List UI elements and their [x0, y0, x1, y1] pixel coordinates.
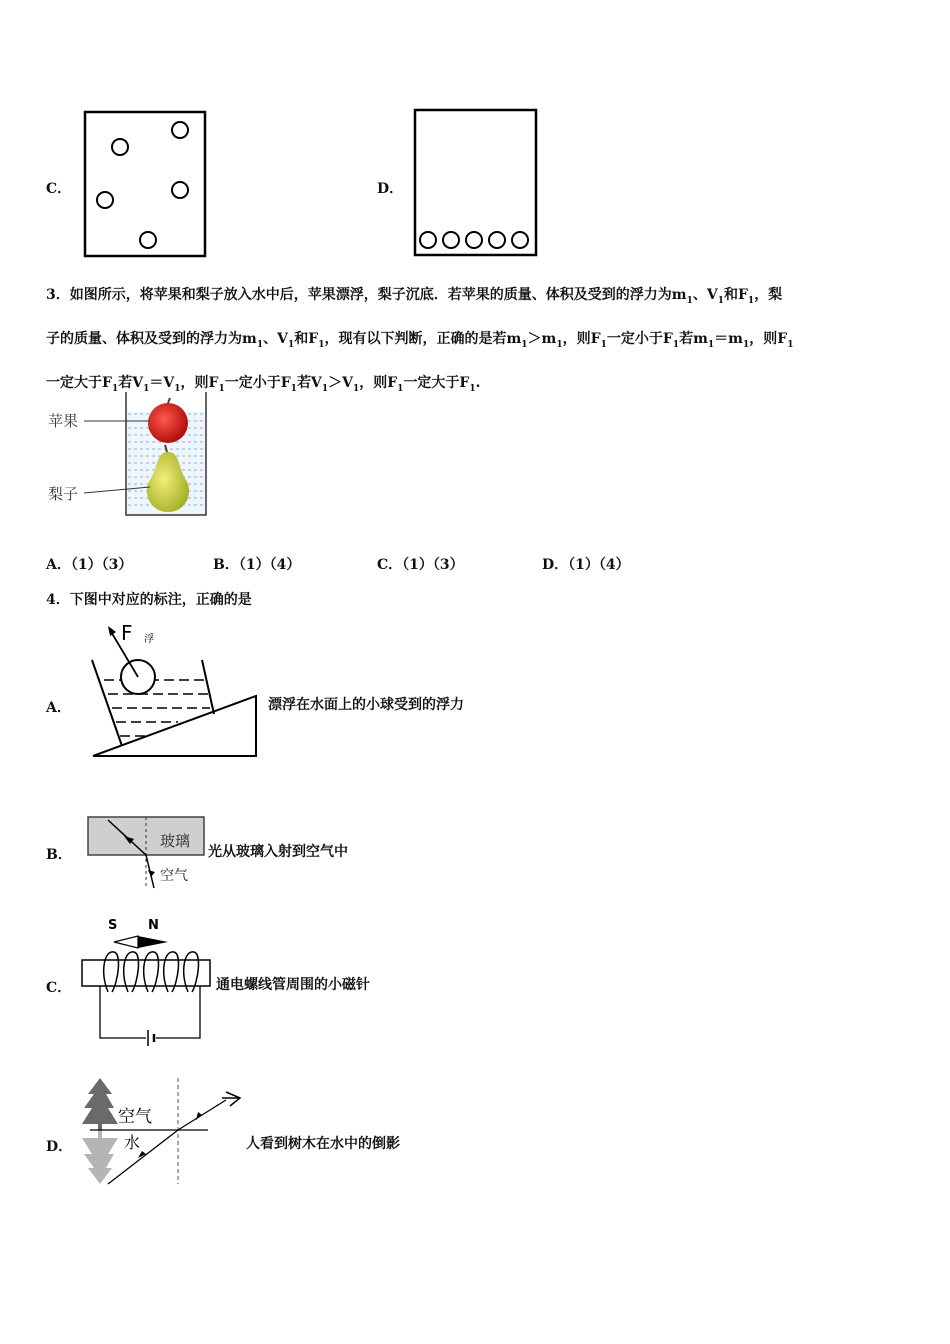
compass-s-label: S — [108, 918, 118, 933]
question-3-text: 3．如图所示，将苹果和梨子放入水中后，苹果漂浮，梨子沉底．若苹果的质量、体积及受到的浮力为$m_1$、$V_1$和$F_1$，梨 子的质量、体积及受到的浮力为$m_1$、$V_1$和$F_1$，现有以下判断，正确的是若$m_1>m_1$，则$F_1$一定小于$F_1$若$m_1=m_1$，则$F_1$ 一定大于$F_1$若$V_1=V_1$，则$F_1$一定小于$F_1$若$V_1>V_1$，则$F_1$一定大于$F_1$. — [46, 287, 794, 394]
apple-pear-figure — [46, 390, 216, 520]
q3-option-b[interactable]: B．（1）（4） — [213, 557, 301, 573]
q4-b-figure — [86, 814, 208, 890]
glass-label: 玻璃 — [160, 832, 191, 850]
q3-option-d[interactable]: D．（1）（4） — [542, 557, 630, 573]
pear-label: 梨子 — [48, 485, 79, 503]
q4-c-figure — [78, 912, 216, 1052]
question-4-stem: 4．下图中对应的标注，正确的是 — [46, 592, 252, 608]
q4-option-c-desc: 通电螺线管周围的小磁针 — [216, 977, 370, 993]
q3-option-a[interactable]: A．（1）（3） — [46, 557, 133, 573]
option-d-label: D． — [377, 181, 404, 197]
air-label-d: 空气 — [118, 1107, 152, 1127]
apple-label: 苹果 — [48, 412, 79, 430]
option-c-figure — [83, 110, 208, 258]
q4-option-b-desc: 光从玻璃入射到空气中 — [208, 844, 348, 860]
q4-option-d-label[interactable]: D． — [46, 1139, 73, 1155]
compass-n-label: N — [148, 918, 159, 933]
water-label-d: 水 — [124, 1133, 141, 1152]
q4-option-a-label[interactable]: A． — [46, 700, 71, 716]
q4-option-c-label[interactable]: C． — [46, 980, 72, 996]
q3-option-c[interactable]: C．（1）（3） — [377, 557, 464, 573]
buoyancy-force-label: F — [121, 621, 133, 645]
buoyancy-force-sub: 浮 — [144, 634, 154, 645]
q4-a-figure — [88, 620, 263, 760]
q4-d-figure — [76, 1074, 244, 1190]
option-c-label: C． — [46, 181, 72, 197]
option-d-figure — [413, 108, 539, 258]
air-label: 空气 — [160, 868, 188, 884]
q4-option-b-label[interactable]: B． — [46, 847, 72, 863]
q4-option-a-desc: 漂浮在水面上的小球受到的浮力 — [268, 697, 464, 713]
q4-option-d-desc: 人看到树木在水中的倒影 — [246, 1136, 400, 1152]
